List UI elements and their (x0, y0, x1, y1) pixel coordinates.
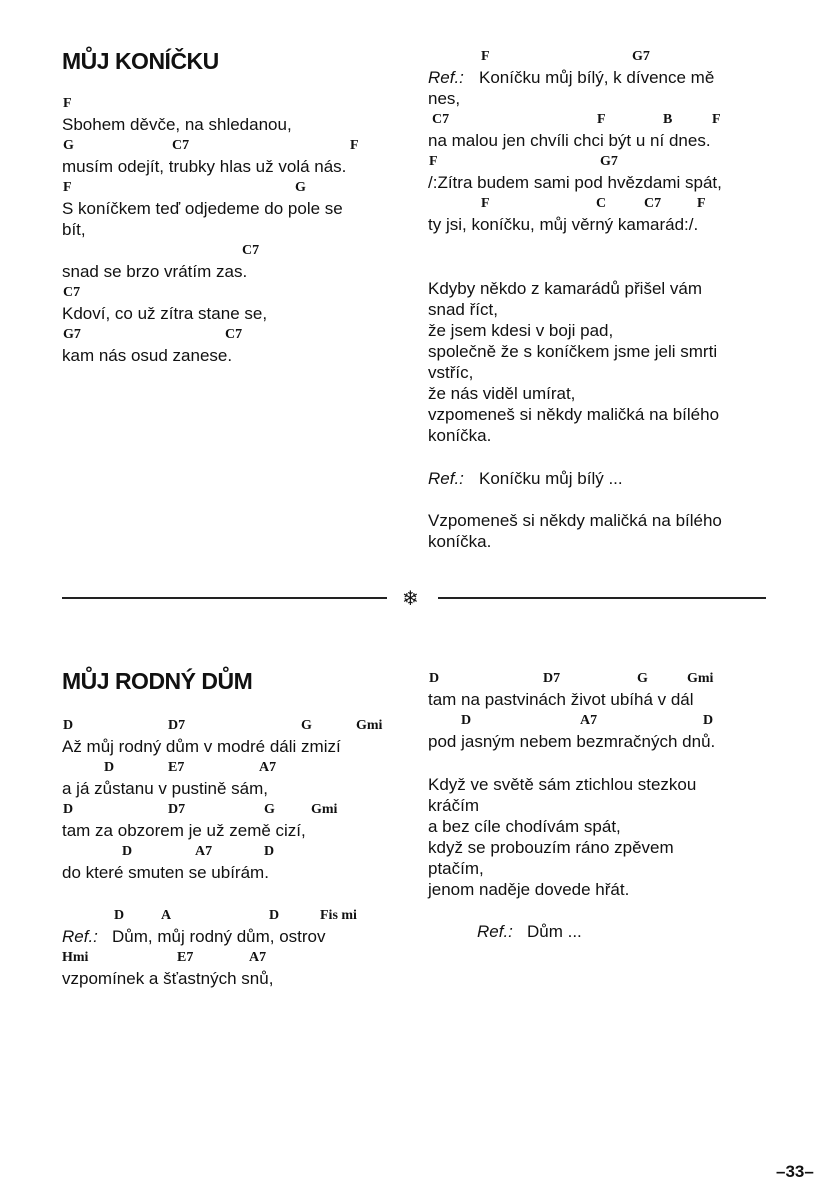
chord: D (104, 760, 115, 775)
lyric-line: a já zůstanu v pustině sám, (62, 779, 269, 798)
lyric-line: pod jasným nebem bezmračných dnů. (428, 732, 716, 751)
lyric-line: S koníčkem teď odjedeme do pole se (62, 199, 343, 218)
lyric-line: Vzpomeneš si někdy maličká na bílého (428, 511, 722, 530)
chord: G7 (63, 327, 81, 342)
lyric-line: když se probouzím ráno zpěvem (428, 838, 674, 857)
lyric-line: vzpomeneš si někdy maličká na bílého (428, 405, 720, 424)
lyric-line: společně že s koníčkem jsme jeli smrti (428, 342, 718, 361)
lyric-line: koníčka. (428, 426, 492, 445)
chord: F (63, 96, 72, 111)
chord: A (161, 908, 172, 923)
lyric-line: Když ve světě sám ztichlou stezkou (428, 775, 697, 794)
chord: F (697, 196, 706, 211)
chord: A7 (249, 950, 267, 965)
lyric-line: tam za obzorem je už země cizí, (62, 821, 306, 840)
refrain-reference: Dům ... (527, 922, 582, 941)
chord: C7 (242, 243, 260, 258)
lyric-line: bít, (62, 220, 86, 239)
lyric-line: na malou jen chvíli chci být u ní dnes. (428, 131, 711, 150)
lyric-line: Koníčku můj bílý, k dívence mě (479, 68, 715, 87)
lyric-line: Kdyby někdo z kamarádů přišel vám (428, 279, 703, 298)
lyric-line: koníčka. (428, 532, 492, 551)
chord: C7 (172, 138, 190, 153)
chord: D (122, 844, 133, 859)
chord: Gmi (311, 802, 338, 817)
chord: G (295, 180, 306, 195)
lyric-line: snad se brzo vrátím zas. (62, 262, 248, 281)
lyric-line: tam na pastvinách život ubíhá v dál (428, 690, 694, 709)
refrain-label: Ref.: (428, 469, 464, 488)
lyric-line: musím odejít, trubky hlas už volá nás. (62, 157, 347, 176)
lyric-line: Kdoví, co už zítra stane se, (62, 304, 268, 323)
divider-left (62, 597, 387, 599)
lyric-line: nes, (428, 89, 461, 108)
chord: D (63, 802, 74, 817)
lyric-line: jenom naděje dovede hřát. (428, 880, 630, 899)
divider-right (438, 597, 766, 599)
lyric-line: že jsem kdesi v boji pad, (428, 321, 614, 340)
lyric-line: vzpomínek a šťastných snů, (62, 969, 274, 988)
chord: Gmi (356, 718, 383, 733)
chord: Gmi (687, 671, 714, 686)
lyric-line: snad říct, (428, 300, 498, 319)
chord: E7 (177, 950, 194, 965)
chord: C7 (63, 285, 81, 300)
chord: C (596, 196, 607, 211)
song-title: MŮJ KONÍČKU (62, 48, 219, 74)
chord: C7 (644, 196, 662, 211)
chord: F (481, 49, 490, 64)
chord: F (63, 180, 72, 195)
refrain-label: Ref.: (62, 927, 98, 946)
chord: B (663, 112, 673, 127)
song-title: MŮJ RODNÝ DŮM (62, 668, 253, 694)
lyric-line: Sbohem děvče, na shledanou, (62, 115, 292, 134)
snowflake-icon: ❄ (402, 586, 419, 610)
chord: A7 (259, 760, 277, 775)
chord: G (637, 671, 648, 686)
chord: G7 (632, 49, 650, 64)
chord: D (63, 718, 74, 733)
chord: G (301, 718, 312, 733)
chord: F (350, 138, 359, 153)
lyric-line: a bez cíle chodívám spát, (428, 817, 621, 836)
chord: G (264, 802, 275, 817)
page-number: –33– (776, 1162, 814, 1181)
chord: A7 (195, 844, 213, 859)
lyric-line: vstříc, (428, 363, 474, 382)
lyric-line: /:Zítra budem sami pod hvězdami spát, (428, 173, 722, 192)
lyric-line: ty jsi, koníčku, můj věrný kamarád:/. (428, 215, 699, 234)
chord: D (264, 844, 275, 859)
chord: D7 (543, 671, 561, 686)
lyric-line: Až můj rodný dům v modré dáli zmizí (62, 737, 341, 756)
chord: D7 (168, 802, 186, 817)
chord: F (429, 154, 438, 169)
chord: C7 (225, 327, 243, 342)
lyric-line: kam nás osud zanese. (62, 346, 233, 365)
chord: D (269, 908, 280, 923)
chord: D (429, 671, 440, 686)
chord: D7 (168, 718, 186, 733)
chord: D (461, 713, 472, 728)
refrain-label: Ref.: (477, 922, 513, 941)
lyric-line: kráčím (428, 796, 479, 815)
chord: F (712, 112, 721, 127)
chord: Fis mi (320, 908, 357, 923)
chord: D (703, 713, 714, 728)
chord: G (63, 138, 74, 153)
lyric-line: Dům, můj rodný dům, ostrov (112, 927, 326, 946)
lyric-line: ptačím, (428, 859, 484, 878)
chord: F (481, 196, 490, 211)
lyric-line: že nás viděl umírat, (428, 384, 576, 403)
chord: G7 (600, 154, 618, 169)
chord: D (114, 908, 125, 923)
refrain-reference: Koníčku můj bílý ... (479, 469, 623, 488)
chord: E7 (168, 760, 185, 775)
refrain-label: Ref.: (428, 68, 464, 87)
chord: Hmi (62, 950, 89, 965)
chord: A7 (580, 713, 598, 728)
lyric-line: do které smuten se ubírám. (62, 863, 269, 882)
chord: C7 (432, 112, 450, 127)
chord: F (597, 112, 606, 127)
